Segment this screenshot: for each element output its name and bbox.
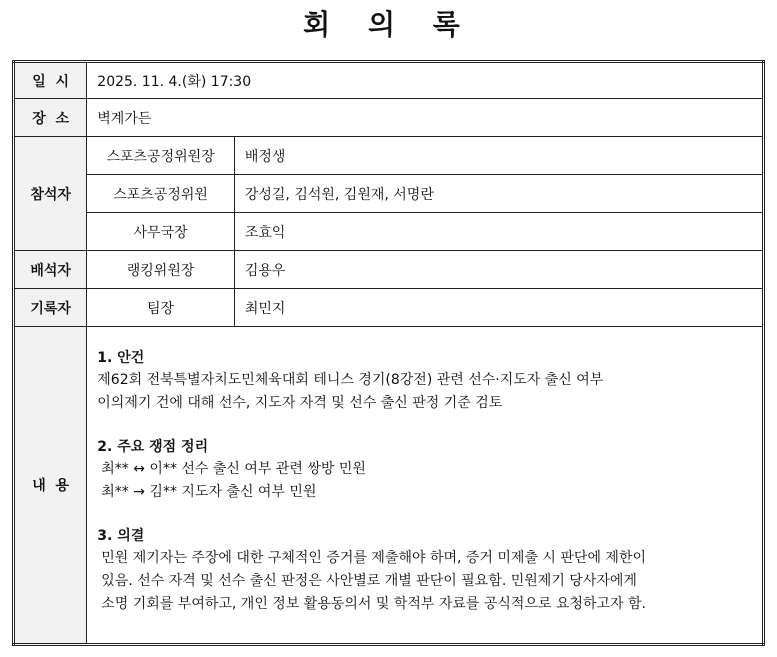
datetime-row [14, 62, 764, 99]
observer-row [14, 251, 764, 289]
resolution-title: 3. 의결 [97, 528, 145, 544]
place-row [14, 99, 764, 137]
content-body [87, 327, 764, 645]
agenda-line: 제62회 전북특별자치도민체육대회 테니스 경기(8강전) 관련 선수·지도자 출신 여부 [97, 372, 604, 388]
attendees-label: 참석자 [14, 137, 87, 251]
resolution-line: 소명 기회를 부여하고, 개인 정보 활용동의서 및 학적부 자료를 공식적으로 요청하고자 함. [101, 596, 646, 612]
observer-role: 랭킹위원장 [87, 251, 235, 289]
attendee-row [14, 213, 764, 251]
attendee-role: 스포츠공정위원 [87, 175, 235, 213]
attendee-names: 강성길, 김석원, 김원재, 서명란 [234, 175, 763, 213]
attendee-row [14, 137, 764, 175]
resolution-line: 민원 제기자는 주장에 대한 구체적인 증거를 제출해야 하며, 증거 미제출 시 판단에 제한이 [101, 550, 646, 566]
content-label: 내 용 [14, 327, 87, 645]
attendee-names: 조효익 [234, 213, 763, 251]
place-value: 벽계가든 [87, 99, 764, 137]
observer-label: 배석자 [14, 251, 87, 289]
attendee-role: 스포츠공정위원장 [87, 137, 235, 175]
document-title: 회 의 록 [303, 8, 474, 41]
place-label: 장 소 [14, 99, 87, 137]
datetime-value: 2025. 11. 4.(화) 17:30 [87, 62, 764, 99]
recorder-row [14, 289, 764, 327]
resolution-line: 있음. 선수 자격 및 선수 출신 판정은 사안별로 개별 판단이 필요함. 민원제기 당사자에게 [101, 573, 637, 589]
agenda-title: 1. 안건 [97, 350, 145, 366]
minutes-table [12, 60, 765, 646]
recorder-role: 팀장 [87, 289, 235, 327]
agenda-line: 이의제기 건에 대해 선수, 지도자 자격 및 선수 출신 판정 기준 검토 [97, 395, 503, 411]
recorder-label: 기록자 [14, 289, 87, 327]
recorder-names: 최민지 [234, 289, 763, 327]
attendee-row [14, 175, 764, 213]
content-row [14, 327, 764, 645]
attendee-role: 사무국장 [87, 213, 235, 251]
issue-line: 최** ↔ 이** 선수 출신 여부 관련 쌍방 민원 [101, 461, 366, 477]
issue-line: 최** → 김** 지도자 출신 여부 민원 [101, 484, 317, 500]
issues-title: 2. 주요 쟁점 정리 [97, 439, 209, 455]
datetime-label: 일 시 [14, 62, 87, 99]
attendee-names: 배정생 [234, 137, 763, 175]
observer-names: 김용우 [234, 251, 763, 289]
